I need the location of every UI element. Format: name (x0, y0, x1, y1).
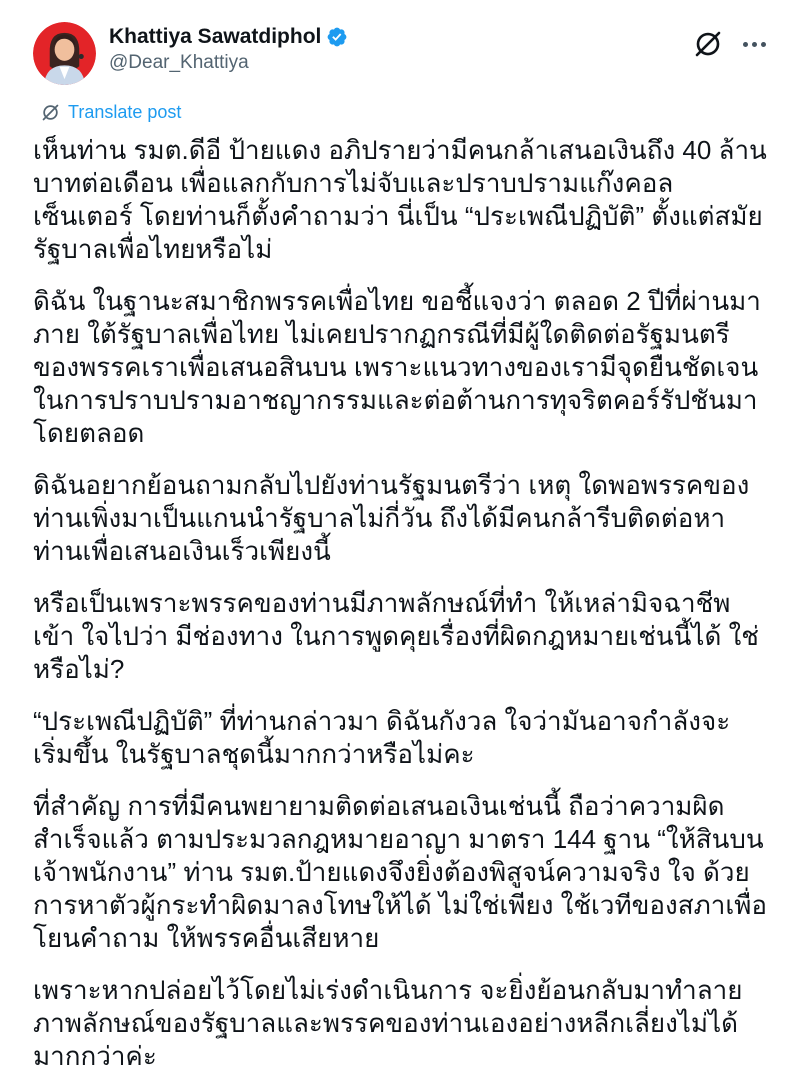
post-paragraph: เห็นท่าน รมต.ดีอี ป้ายแดง อภิปรายว่ามีคนกล้าเสนอเงินถึง 40 ล้านบาทต่อเดือน เพื่อแลกกับการไม่จับและปราบปรามแก๊งคอลเซ็นเตอร์ โดยท่านก็ตั้งคำถามว่า นี่เป็น “ประเพณีปฏิบัติ” ตั้งแต่สมัยรัฐบาลเพื่อไทยหรือไม่ (33, 135, 767, 264)
post-paragraph: ดิฉัน ในฐานะสมาชิกพรรคเพื่อไทย ขอชี้แจงว่า ตลอด 2 ปีที่ผ่านมาภาย ใต้รัฐบาลเพื่อไทย ไม่เคยปรากฏกรณีที่มีผู้ใดติดต่อรัฐมนตรีของพรรคเราเพื่อเสนอสินบน เพราะแนวทางของเรามีจุดยืนชัดเจน ในการปราบปรามอาชญากรรมและต่อต้านการทุจริตคอร์รัปชันมา โดยตลอด (33, 286, 761, 448)
post-header (33, 17, 770, 85)
profile-photo-icon (33, 22, 96, 85)
verified-badge-icon (326, 26, 348, 48)
avatar[interactable] (33, 22, 96, 85)
identity-block (109, 17, 348, 75)
display-name[interactable]: Khattiya Sawatdiphol (109, 25, 322, 48)
header-actions (693, 17, 770, 59)
post-paragraph: ที่สำคัญ การที่มีคนพยายามติดต่อเสนอเงินเช่นนี้ ถือว่าความผิดสำเร็จแล้ว ตามประมวลกฎหมายอาญา มาตรา 144 ฐาน “ให้สินบนเจ้าพนักงาน” ท่าน รมต.ป้ายแดงจึงยิ่งต้องพิสูจน์ความจริง ใจ ด้วยการหาตัวผู้กระทำผิดมาลงโทษให้ได้ ไม่ใช่เพียง ใช้เวทีของสภาเพื่อ โยนคำถาม ให้พรรคอื่นเสียหาย (33, 791, 767, 953)
translate-post-label: Translate post (68, 102, 182, 122)
post-body (33, 134, 770, 1073)
post-paragraph: ดิฉันอยากย้อนถามกลับไปยังท่านรัฐมนตรีว่า เหตุ ใดพอพรรคของท่านเพิ่งมาเป็นแกนนำรัฐบาลไม่กี่วัน ถึงได้มีคนกล้ารีบติดต่อหาท่านเพื่อเสนอเงินเร็วเพียงนี้ (33, 470, 750, 566)
user-handle: @Dear_Khattiya (109, 52, 249, 73)
more-menu-icon[interactable] (743, 38, 766, 51)
post-paragraph: หรือเป็นเพราะพรรคของท่านมีภาพลักษณ์ที่ทำ ให้เหล่ามิจฉาชีพเข้า ใจไปว่า มีช่องทาง ในการพูดคุยเรื่องที่ผิดกฎหมายเช่นนี้ได้ ใช่หรือไม่? (33, 588, 759, 684)
translate-post-button[interactable] (41, 101, 181, 123)
grok-icon[interactable] (693, 29, 723, 59)
post-paragraph: “ประเพณีปฏิบัติ” ที่ท่านกล่าวมา ดิฉันกังวล ใจว่ามันอาจกำลังจะเริ่มขึ้น ในรัฐบาลชุดนี้มากกว่าหรือไม่คะ (33, 706, 731, 769)
translate-grok-icon (41, 103, 60, 122)
post-paragraph: เพราะหากปล่อยไว้โดยไม่เร่งดำเนินการ จะยิ่งย้อนกลับมาทำลายภาพลักษณ์ของรัฐบาลและพรรคของท่านเองอย่างหลีกเลี่ยงไม่ได้มากกว่าค่ะ (33, 975, 743, 1071)
